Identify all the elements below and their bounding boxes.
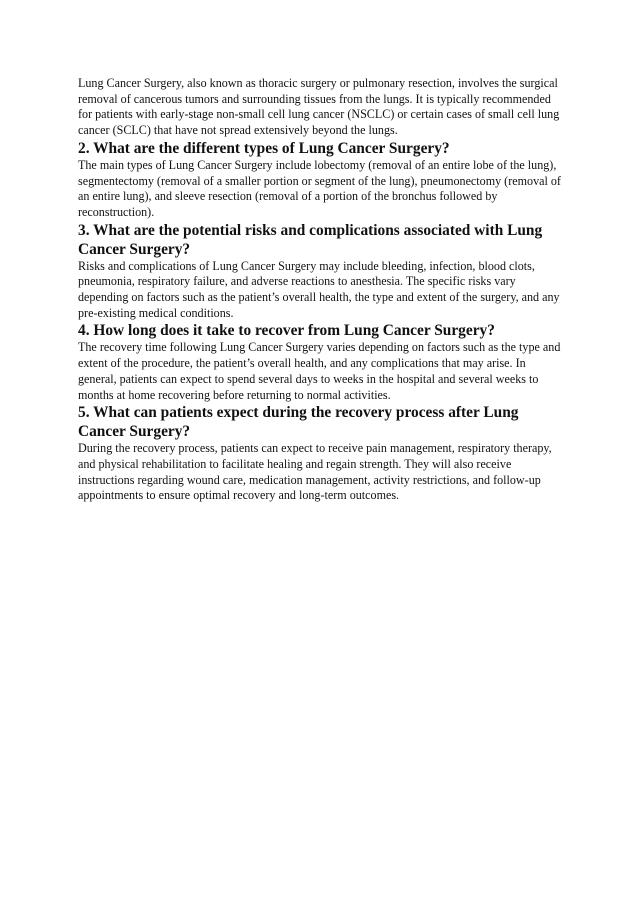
intro-paragraph: Lung Cancer Surgery, also known as thoracic surgery or pulmonary resection, involves the surgical removal of cancerous tumors and surrounding tissues from the lungs. It is typically recommended for patients with early-stage non-small cell lung cancer (NSCLC) or certain cases of small cell lung cancer (SCLC) that have not spread extensively beyond the lungs. <box>78 76 560 138</box>
section-heading-risks: 3. What are the potential risks and complications associated with Lung Cancer Surgery? <box>78 221 543 258</box>
document-page <box>78 76 566 504</box>
section-heading-types: 2. What are the different types of Lung Cancer Surgery? <box>78 139 450 157</box>
section-body-recovery-time: The recovery time following Lung Cancer Surgery varies depending on factors such as the type and extent of the procedure, the patient’s overall health, and any complications that may arise. In general, patients can expect to spend several days to weeks in the hospital and several weeks to months at home recovering before returning to normal activities. <box>78 340 561 402</box>
section-body-risks: Risks and complications of Lung Cancer Surgery may include bleeding, infection, blood clots, pneumonia, respiratory failure, and adverse reactions to anesthesia. The specific risks vary depending on factors such as the patient’s overall health, the type and extent of the surgery, and any pre-existing medical conditions. <box>78 258 560 320</box>
section-body-types: The main types of Lung Cancer Surgery include lobectomy (removal of an entire lobe of the lung), segmentectomy (removal of a smaller portion or segment of the lung), pneumonectomy (removal of an entire lung), and sleeve resection (removal of a portion of the bronchus followed by reconstruction). <box>78 157 561 219</box>
section-body-recovery-process: During the recovery process, patients can expect to receive pain management, respiratory therapy, and physical rehabilitation to facilitate healing and regain strength. They will also receive instructions regarding wound care, medication management, activity restrictions, and follow-up appointments to ensure optimal recovery and long-term outcomes. <box>78 441 552 503</box>
section-heading-recovery-time: 4. How long does it take to recover from Lung Cancer Surgery? <box>78 322 495 340</box>
section-heading-recovery-process: 5. What can patients expect during the recovery process after Lung Cancer Surgery? <box>78 404 519 441</box>
